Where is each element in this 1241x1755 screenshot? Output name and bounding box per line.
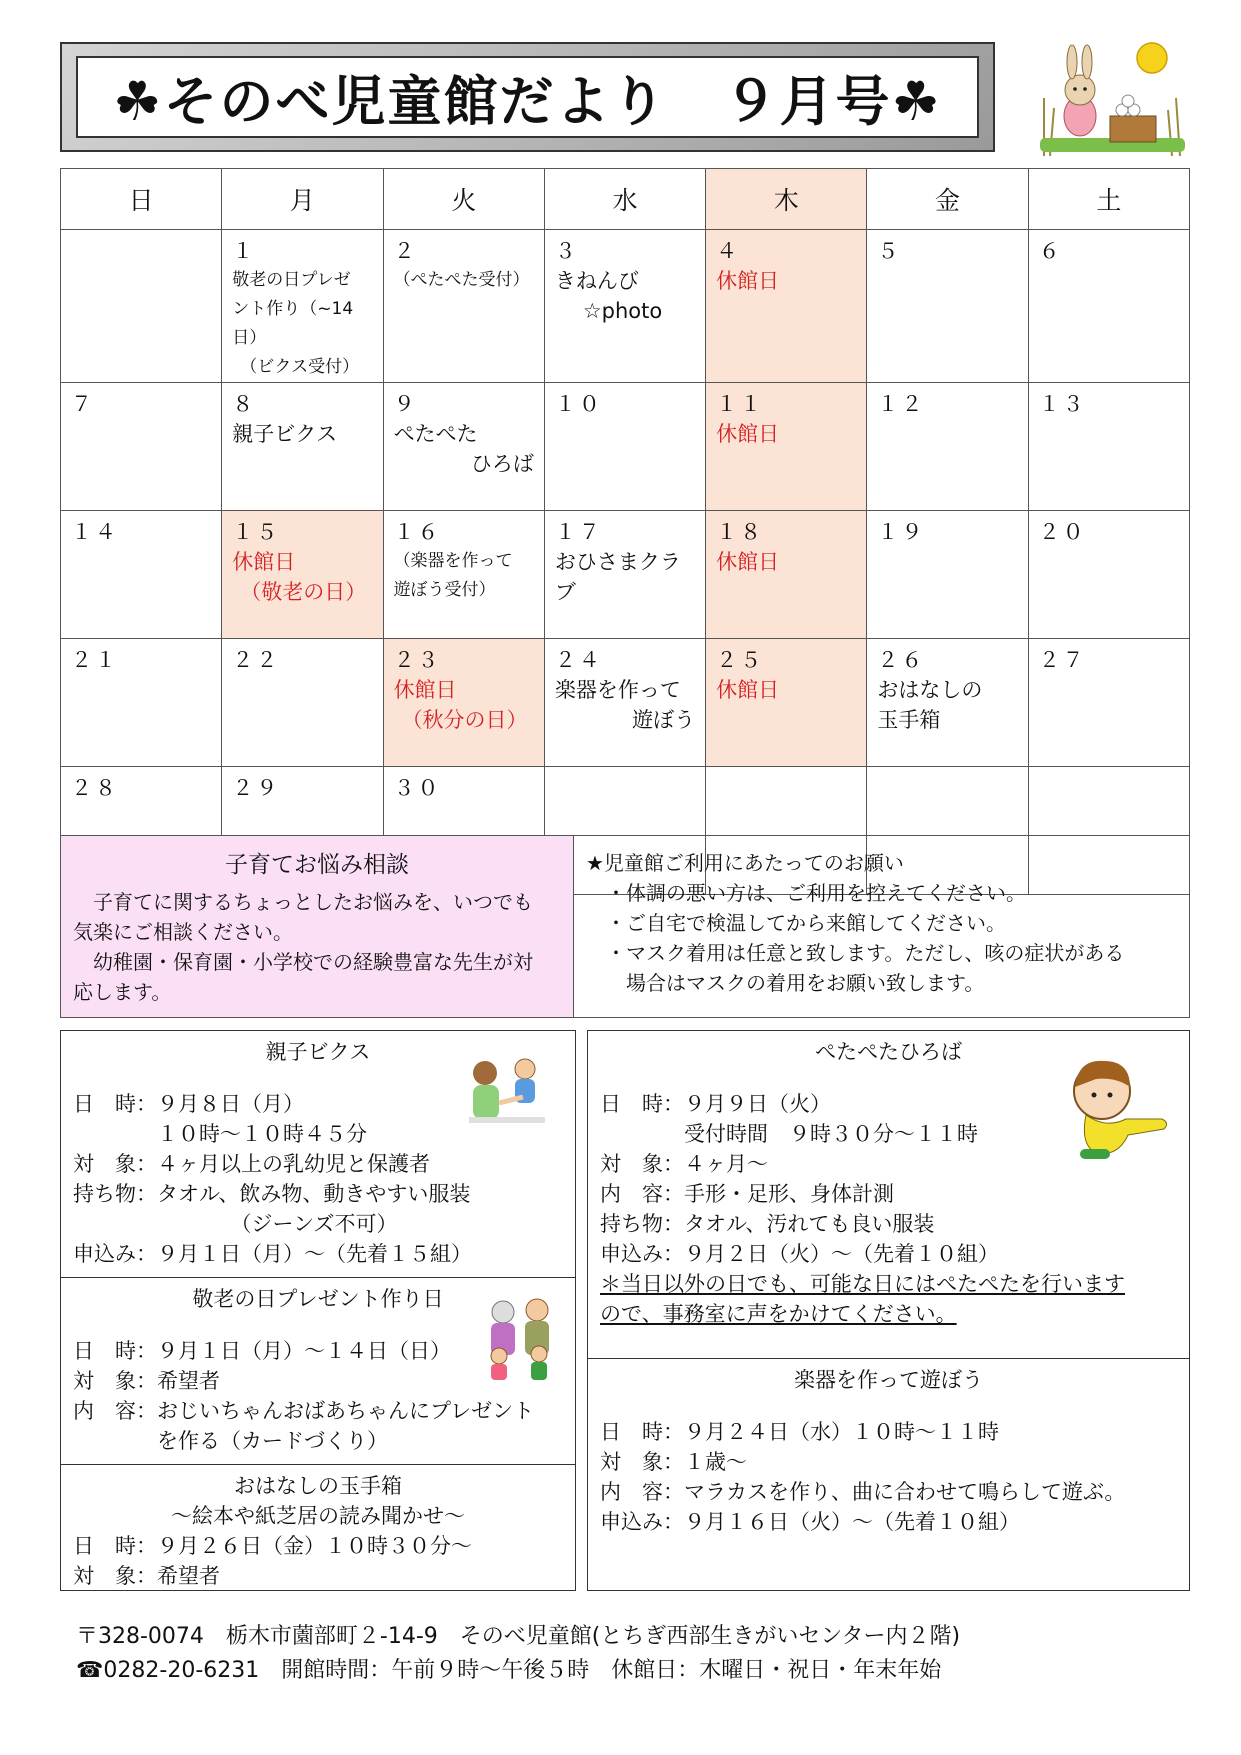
calendar-day-number: ３０	[393, 776, 442, 800]
calendar-week-row	[61, 511, 1190, 639]
calendar-event-text: 遊ぼう	[632, 708, 696, 732]
crawling-child-illustration	[1066, 1049, 1176, 1169]
calendar-event-text: 休館日	[393, 678, 457, 702]
event-line: 内 容：おじいちゃんおばあちゃんにプレゼント	[73, 1399, 535, 1423]
event-line: 内 容：マラカスを作り、曲に合わせて鳴らして遊ぶ。	[600, 1480, 1126, 1504]
event-line: 対 象：４ヶ月以上の乳幼児と保護者	[73, 1152, 430, 1176]
calendar-day-cell	[544, 230, 705, 383]
calendar-day-number: ２６	[877, 648, 926, 672]
calendar-day-number: ２５	[716, 648, 765, 672]
calendar-event-text: 休館日	[716, 678, 780, 702]
calendar-day-number: ２９	[232, 776, 281, 800]
footer-contact: ☎0282-20-6231 開館時間：午前９時～午後５時 休館日：木曜日・祝日・年末年始	[76, 1658, 942, 1683]
calendar-day-cell	[706, 230, 867, 383]
weekday-sun: 日	[61, 169, 222, 230]
calendar-day-cell	[1028, 511, 1189, 639]
event-title: 楽器を作って遊ぼう	[794, 1368, 983, 1392]
consultation-line: 気楽にご相談ください。	[73, 920, 293, 944]
calendar	[60, 168, 1190, 895]
calendar-day-number: ２４	[554, 648, 603, 672]
usage-notice-box	[573, 835, 1190, 1018]
consultation-box	[60, 835, 574, 1018]
event-line: 日 時：９月８日（月）	[73, 1092, 304, 1116]
calendar-day-number: ６	[1038, 239, 1063, 263]
event-line: 申込み：９月１日（月）～（先着１５組）	[73, 1242, 472, 1266]
calendar-day-number: １８	[716, 520, 765, 544]
calendar-day-cell	[867, 230, 1028, 383]
calendar-day-number: ５	[877, 239, 902, 263]
weekday-mon: 月	[222, 169, 383, 230]
weekday-thu: 木	[706, 169, 867, 230]
calendar-day-number: １４	[71, 520, 119, 544]
calendar-day-cell	[867, 511, 1028, 639]
calendar-day-cell	[61, 383, 222, 511]
event-subtitle: ～絵本や紙芝居の読み聞かせ～	[171, 1504, 465, 1528]
calendar-day-number: １２	[877, 392, 926, 416]
calendar-day-number: ９	[393, 392, 418, 416]
calendar-day-cell	[544, 639, 705, 767]
calendar-event-text: 親子ビクス	[232, 422, 338, 446]
calendar-event-text: ント作り（~14日）	[232, 299, 354, 348]
event-respect-aged-present	[60, 1277, 576, 1465]
calendar-day-number: １７	[554, 520, 603, 544]
calendar-day-number: ２０	[1038, 520, 1087, 544]
footer-address: 〒328-0074 栃木市薗部町２-14-9 そのべ児童館(とちぎ西部生きがいセンター内２階)	[76, 1624, 961, 1649]
weekday-wed: 水	[544, 169, 705, 230]
calendar-day-cell	[222, 639, 383, 767]
event-title: 敬老の日プレゼント作り日	[192, 1287, 444, 1311]
event-note: ので、事務室に声をかけてください。	[600, 1302, 957, 1326]
weekday-tue: 火	[383, 169, 544, 230]
calendar-day-cell	[1028, 639, 1189, 767]
calendar-event-text: おひさまクラブ	[554, 550, 681, 604]
calendar-event-text: 遊ぼう受付）	[393, 580, 496, 600]
calendar-week-row	[61, 230, 1190, 383]
calendar-day-cell	[1028, 230, 1189, 383]
event-line: 持ち物：タオル、飲み物、動きやすい服装	[73, 1182, 471, 1206]
calendar-day-cell	[867, 383, 1028, 511]
calendar-day-number: ２１	[71, 648, 119, 672]
calendar-week-row	[61, 639, 1190, 767]
parent-child-exercise-illustration	[461, 1053, 551, 1133]
usage-notice-line: ・体調の悪い方は、ご利用を控えてください。	[586, 881, 1026, 905]
calendar-day-number: １	[232, 239, 257, 263]
event-line: 対 象：１歳～	[600, 1450, 747, 1474]
event-line: 日 時：９月１日（月）～１４日（日）	[73, 1339, 451, 1363]
event-line: 日 時：９月９日（火）	[600, 1092, 831, 1116]
calendar-day-cell	[544, 511, 705, 639]
calendar-event-text: 楽器を作って	[554, 678, 681, 702]
event-line: 日 時：９月２４日（水）１０時～１１時	[600, 1420, 999, 1444]
calendar-day-number: ２２	[232, 648, 281, 672]
consultation-line: 幼稚園・保育園・小学校での経験豊富な先生が対	[73, 950, 533, 974]
event-storytelling-box	[60, 1464, 576, 1591]
calendar-event-text: おはなしの	[877, 678, 983, 702]
rabbit-moon-illustration	[1030, 38, 1190, 156]
calendar-event-text: ひろば	[470, 452, 534, 476]
event-line: 申込み：９月２日（火）～（先着１０組）	[600, 1242, 999, 1266]
calendar-day-cell	[706, 639, 867, 767]
consultation-line: 応します。	[73, 980, 172, 1004]
event-line: 対 象：４ヶ月～	[600, 1152, 768, 1176]
event-line: を作る（カードづくり）	[73, 1429, 388, 1453]
calendar-event-text: 敬老の日プレゼ	[232, 270, 351, 290]
calendar-day-cell	[706, 511, 867, 639]
calendar-day-number: １３	[1038, 392, 1087, 416]
title-plaque	[76, 56, 979, 138]
calendar-event-text: （秋分の日）	[401, 708, 528, 732]
calendar-day-number: ７	[71, 392, 95, 416]
event-parent-child-bics	[60, 1030, 576, 1278]
calendar-week-row	[61, 383, 1190, 511]
calendar-day-number: ２７	[1038, 648, 1087, 672]
calendar-event-text: （ぺたぺた受付）	[393, 270, 530, 290]
event-line: 日 時：９月２６日（金）１０時３０分～	[73, 1534, 472, 1558]
calendar-day-cell	[222, 230, 383, 383]
event-instrument-making	[587, 1358, 1190, 1591]
calendar-day-cell	[61, 511, 222, 639]
calendar-event-text: （敬老の日）	[240, 580, 367, 604]
event-line: １０時～１０時４５分	[73, 1122, 367, 1146]
event-line: 対 象：希望者	[73, 1369, 220, 1393]
calendar-event-text: ☆photo	[582, 299, 663, 323]
calendar-day-number: ３	[554, 239, 579, 263]
event-title: 親子ビクス	[265, 1040, 371, 1064]
calendar-day-cell	[222, 383, 383, 511]
calendar-day-number: １１	[716, 392, 765, 416]
weekday-sat: 土	[1028, 169, 1189, 230]
calendar-event-text: きねんび	[554, 269, 639, 293]
page-title: ☘そのべ児童館だより ９月号☘	[113, 69, 942, 133]
calendar-event-text: 玉手箱	[877, 708, 941, 732]
calendar-day-number: ４	[716, 239, 741, 263]
calendar-day-cell	[383, 383, 544, 511]
weekday-fri: 金	[867, 169, 1028, 230]
event-note: ＊当日以外の日でも、可能な日にはぺたぺたを行います	[600, 1272, 1125, 1296]
calendar-event-text: 休館日	[716, 550, 780, 574]
usage-notice-heading: ★児童館ご利用にあたってのお願い	[586, 851, 904, 875]
footer	[76, 1620, 1176, 1688]
calendar-day-cell	[706, 383, 867, 511]
usage-notice-line: ・ご自宅で検温してから来館してください。	[586, 911, 1006, 935]
calendar-day-number: １９	[877, 520, 926, 544]
calendar-day-cell	[867, 639, 1028, 767]
calendar-day-number: １６	[393, 520, 442, 544]
calendar-event-text: （ビクス受付）	[240, 357, 360, 377]
calendar-day-number: ２	[393, 239, 418, 263]
event-line: （ジーンズ不可）	[73, 1212, 398, 1236]
calendar-day-cell	[222, 511, 383, 639]
calendar-event-text: （楽器を作って	[393, 551, 513, 571]
event-line: 対 象：希望者	[73, 1564, 220, 1588]
calendar-day-number: ８	[232, 392, 257, 416]
calendar-event-text: ぺたぺた	[393, 422, 478, 446]
event-petapeta-hiroba	[587, 1030, 1190, 1359]
calendar-day-number: ２３	[393, 648, 442, 672]
event-line: 内 容：手形・足形、身体計測	[600, 1182, 894, 1206]
consultation-line: 子育てに関するちょっとしたお悩みを、いつでも	[73, 890, 533, 914]
event-line: 持ち物：タオル、汚れても良い服装	[600, 1212, 935, 1236]
calendar-day-cell	[1028, 383, 1189, 511]
calendar-day-number: ２８	[71, 776, 119, 800]
calendar-day-cell	[61, 639, 222, 767]
calendar-event-text: 休館日	[232, 550, 296, 574]
calendar-day-cell	[61, 230, 222, 383]
calendar-day-cell	[383, 230, 544, 383]
calendar-event-text: 休館日	[716, 269, 780, 293]
event-line: 受付時間 ９時３０分～１１時	[600, 1122, 978, 1146]
event-title: ぺたぺたひろば	[815, 1040, 962, 1064]
calendar-day-number: １０	[554, 392, 603, 416]
calendar-day-cell	[383, 511, 544, 639]
calendar-day-number: １５	[232, 520, 281, 544]
usage-notice-line: 場合はマスクの着用をお願い致します。	[586, 971, 985, 995]
consultation-heading: 子育てお悩み相談	[225, 852, 409, 878]
grandparents-children-illustration	[479, 1296, 565, 1386]
usage-notice-line: ・マスク着用は任意と致します。ただし、咳の症状がある	[586, 941, 1125, 965]
calendar-header-row	[61, 169, 1190, 230]
event-title: おはなしの玉手箱	[234, 1474, 402, 1498]
event-line: 申込み：９月１６日（火）～（先着１０組）	[600, 1510, 1020, 1534]
calendar-day-cell	[544, 383, 705, 511]
calendar-event-text: 休館日	[716, 422, 780, 446]
calendar-day-cell	[383, 639, 544, 767]
